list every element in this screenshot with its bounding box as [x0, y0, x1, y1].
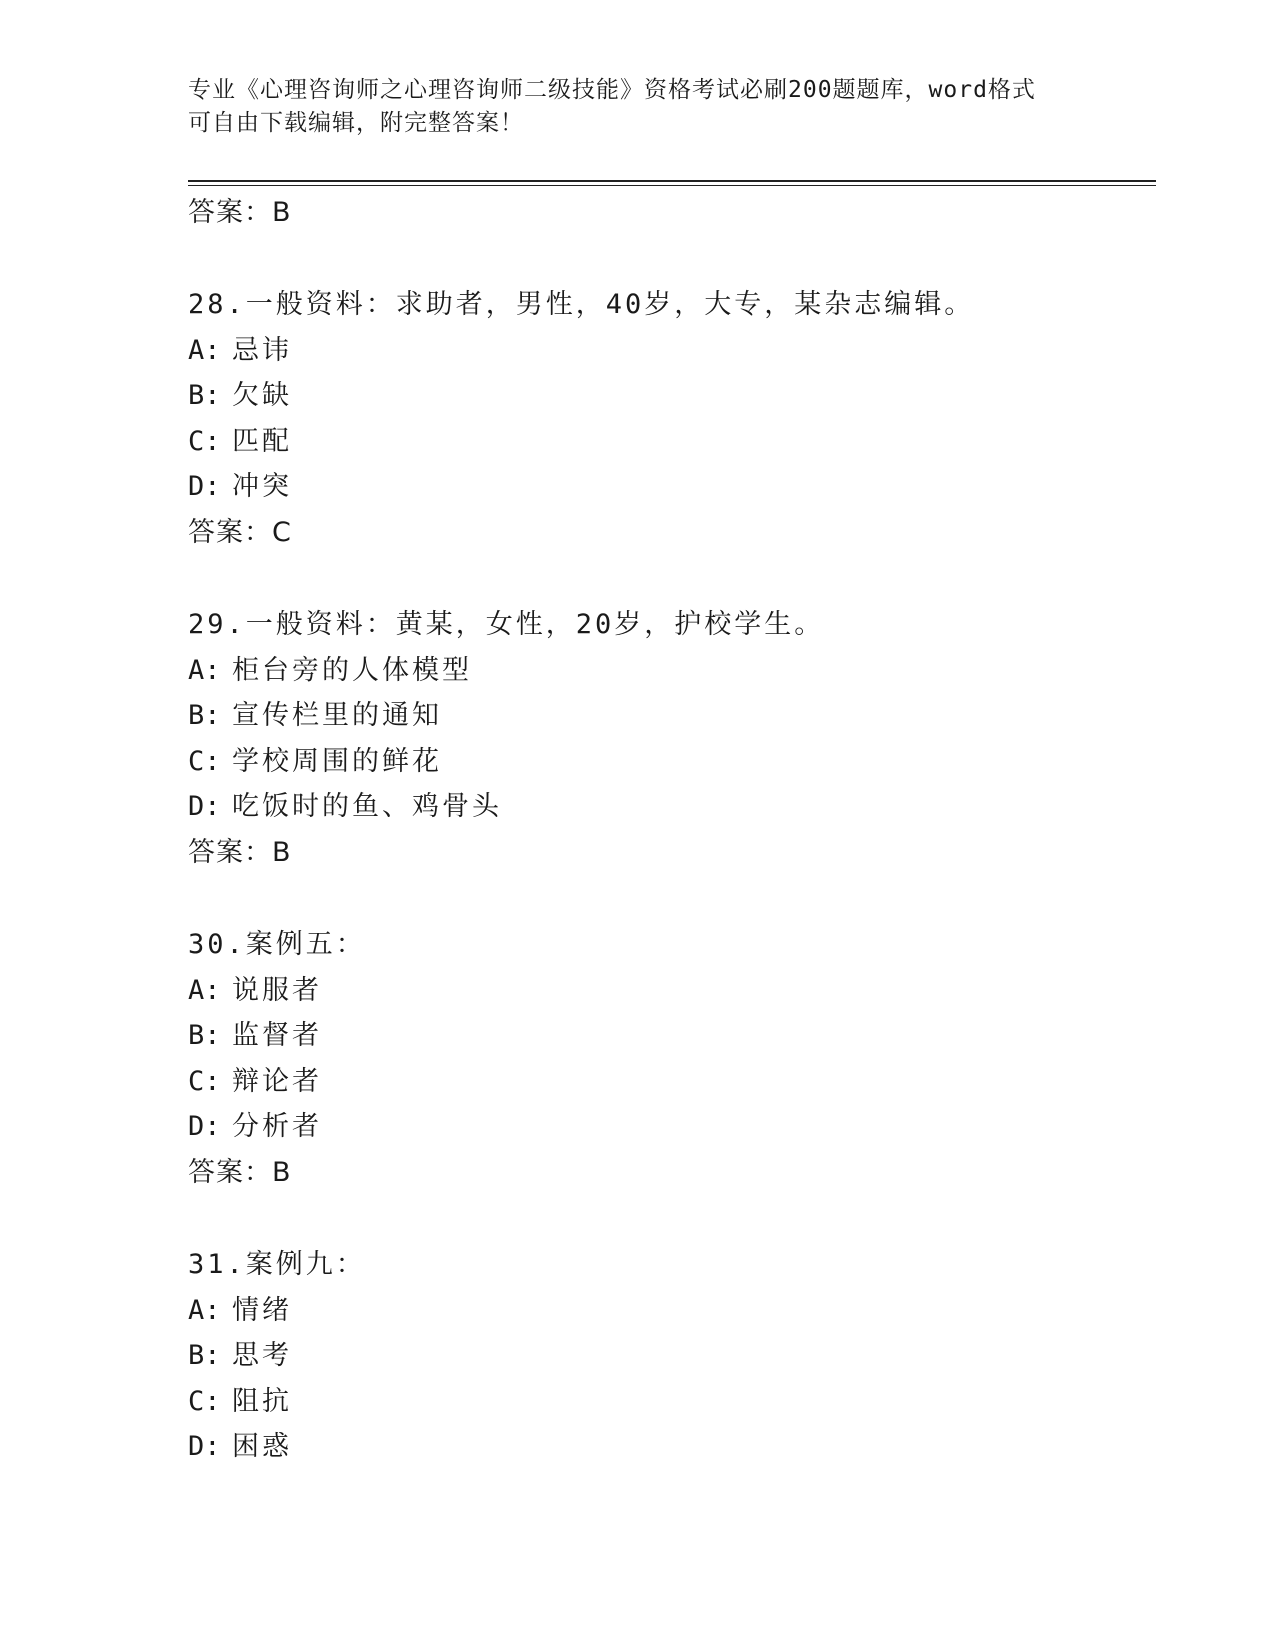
option-letter: D:: [188, 791, 221, 823]
option-text: 监督者: [232, 1020, 322, 1052]
option-letter: D:: [188, 1431, 221, 1463]
option-letter: A:: [188, 1294, 221, 1326]
option-text: 思考: [232, 1340, 292, 1372]
option-letter: B:: [188, 1020, 221, 1052]
option-letter: A:: [188, 654, 221, 686]
question-28: [188, 282, 1148, 556]
question-stem: 28.一般资料：求助者，男性，40岁，大专，某杂志编辑。: [188, 289, 975, 320]
header-title-line-2: 可自由下载编辑，附完整答案！: [188, 110, 524, 136]
option-text: 匹配: [232, 425, 292, 457]
question-29: [188, 602, 1148, 876]
option-letter: D:: [188, 1111, 221, 1143]
question-answer: 答案：B: [188, 836, 292, 868]
header-divider-thick: [188, 180, 1156, 182]
option-letter: B:: [188, 380, 221, 412]
option-text: 分析者: [232, 1111, 322, 1143]
option-letter: C:: [188, 425, 221, 457]
option-text: 学校周围的鲜花: [232, 745, 442, 777]
option-letter: A:: [188, 974, 221, 1006]
option-c: [188, 1379, 1148, 1425]
question-31: [188, 1242, 1148, 1470]
option-letter: A:: [188, 334, 221, 366]
question-answer: 答案：B: [188, 1156, 292, 1188]
question-30: [188, 922, 1148, 1196]
question-stem: 29.一般资料：黄某，女性，20岁，护校学生。: [188, 608, 825, 640]
question-answer: 答案：C: [188, 516, 292, 548]
document-header: [188, 74, 1088, 140]
option-c: [188, 739, 1148, 785]
header-divider-thin: [188, 185, 1156, 186]
option-b: [188, 373, 1148, 419]
option-letter: B:: [188, 700, 221, 732]
option-a: [188, 648, 1148, 694]
option-text: 说服者: [232, 974, 322, 1006]
header-title-line-1: 专业《心理咨询师之心理咨询师二级技能》资格考试必刷200题题库，word格式: [188, 77, 1036, 103]
option-text: 宣传栏里的通知: [232, 700, 442, 732]
option-c: [188, 419, 1148, 465]
option-a: [188, 328, 1148, 374]
option-text: 阻抗: [232, 1385, 292, 1417]
option-d: [188, 784, 1148, 830]
option-b: [188, 693, 1148, 739]
option-text: 柜台旁的人体模型: [232, 654, 472, 686]
option-text: 吃饭时的鱼、鸡骨头: [232, 791, 502, 823]
option-letter: D:: [188, 471, 221, 503]
option-text: 冲突: [232, 471, 292, 503]
option-d: [188, 464, 1148, 510]
option-text: 情绪: [232, 1294, 292, 1326]
option-letter: C:: [188, 1385, 221, 1417]
option-text: 困惑: [232, 1431, 292, 1463]
option-letter: C:: [188, 1065, 221, 1097]
previous-answer: 答案：B: [188, 197, 292, 228]
question-stem: 31.案例九：: [188, 1248, 366, 1280]
option-d: [188, 1424, 1148, 1470]
option-b: [188, 1333, 1148, 1379]
option-text: 欠缺: [232, 380, 292, 412]
option-text: 忌讳: [232, 334, 292, 366]
option-letter: B:: [188, 1340, 221, 1372]
option-letter: C:: [188, 745, 221, 777]
option-d: [188, 1104, 1148, 1150]
question-list: [188, 190, 1148, 1470]
option-text: 辩论者: [232, 1065, 322, 1097]
option-b: [188, 1013, 1148, 1059]
option-c: [188, 1059, 1148, 1105]
option-a: [188, 968, 1148, 1014]
option-a: [188, 1288, 1148, 1334]
question-stem: 30.案例五：: [188, 928, 366, 960]
